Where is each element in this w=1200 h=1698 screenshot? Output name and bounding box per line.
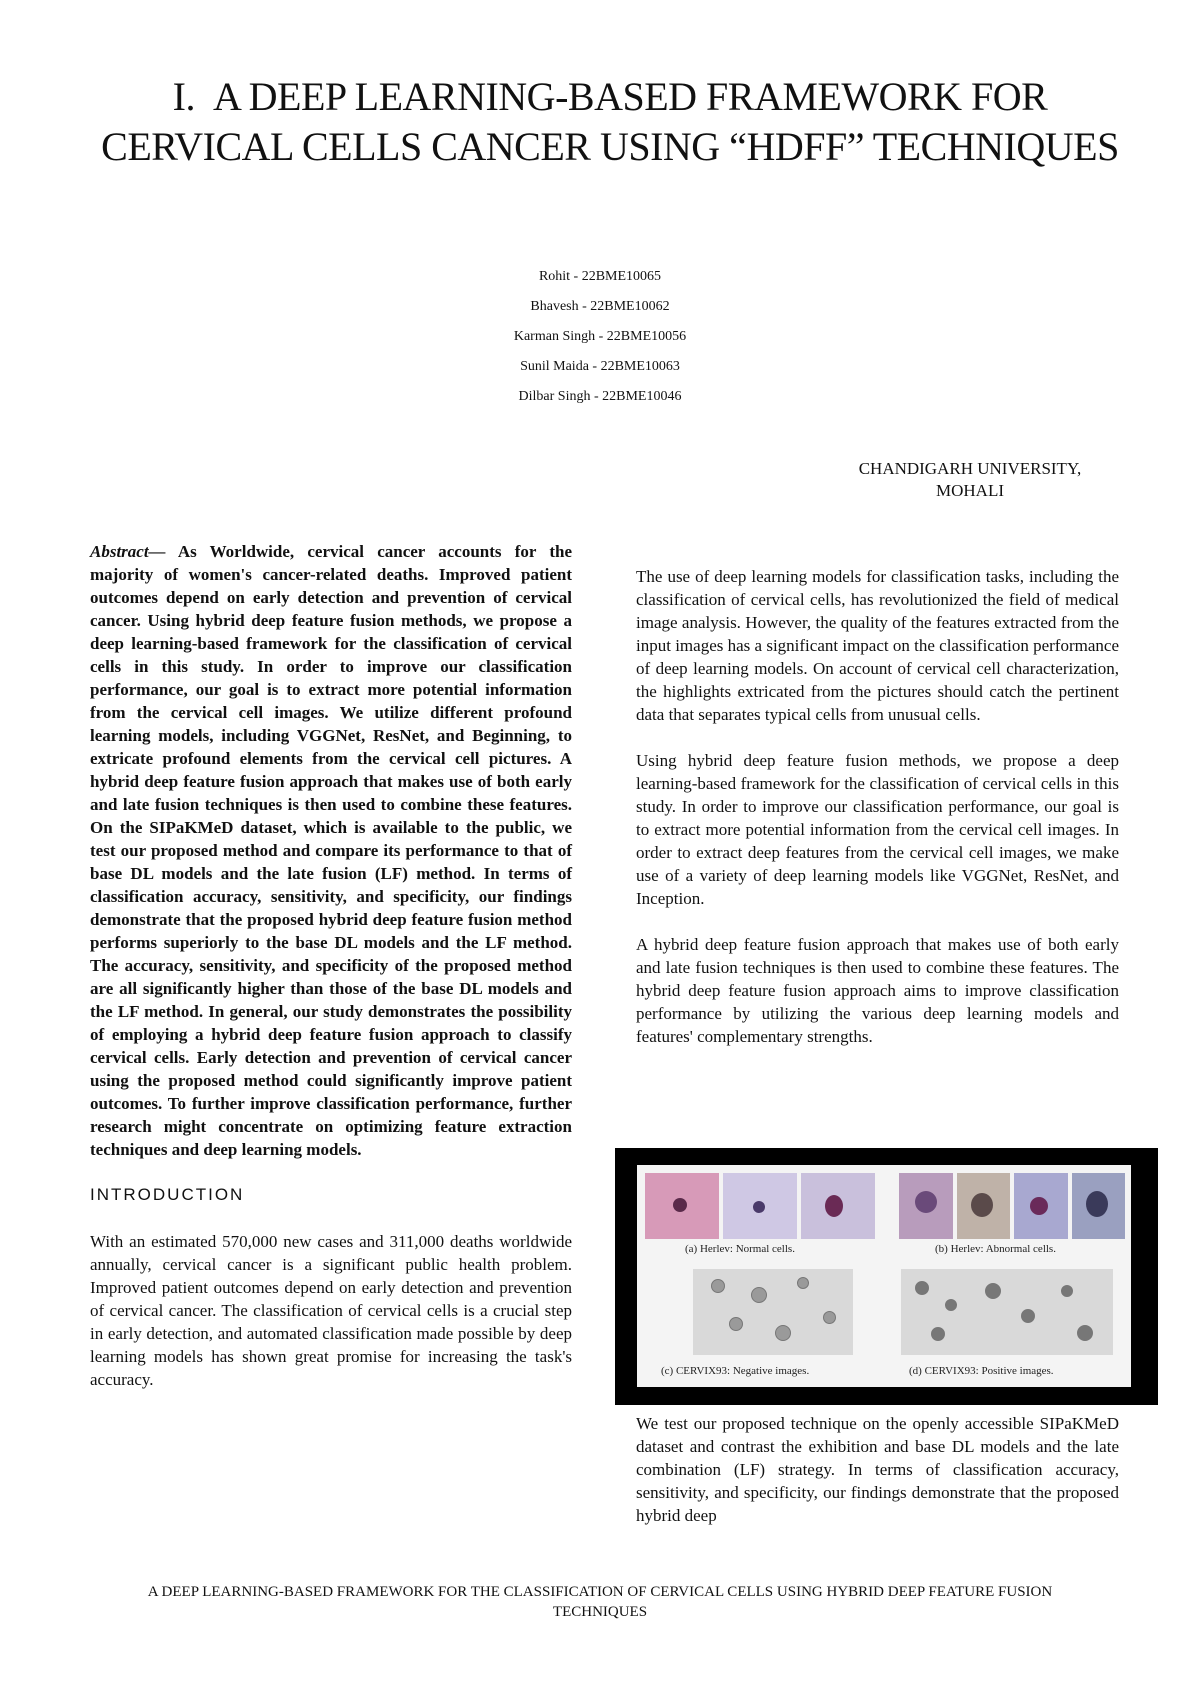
cell-image <box>957 1173 1011 1239</box>
cell-image <box>899 1173 953 1239</box>
cell-image <box>1072 1173 1126 1239</box>
right-column <box>636 565 1119 1071</box>
affiliation <box>820 458 1120 502</box>
figure-panel <box>637 1165 1131 1387</box>
cervical-cells-figure <box>615 1148 1158 1405</box>
affiliation-line-2: MOHALI <box>936 481 1004 500</box>
introduction-text: With an estimated 570,000 new cases and 311,000 deaths worldwide annually, cervical cancer is a significant public health problem. Improved patient outcomes depend on early detection and prevention of cervical cancer. The classification of cervical cells is a crucial step in early detection, and automated classification made possible by deep learning models has shown great promise for increasing the task's accuracy. <box>90 1232 572 1389</box>
affiliation-line-1: CHANDIGARH UNIVERSITY, <box>858 459 1082 478</box>
normal-cells-image <box>645 1173 875 1239</box>
negative-images <box>693 1269 853 1355</box>
title-number: I. <box>172 74 195 119</box>
cell-image <box>723 1173 797 1239</box>
caption-d: (d) CERVIX93: Positive images. <box>909 1365 1054 1377</box>
right-paragraph-1: The use of deep learning models for classification tasks, including the classification of cervical cells, has revolutionized the field of medical image analysis. However, the quality of the features extracted from the input images has a significant impact on the classification performance of deep learning models. On account of cervical cell characterization, the highlights extricated from the pictures should catch the pertinent data that separates typical cells from unusual cells. <box>636 567 1119 724</box>
abstract-text: As Worldwide, cervical cancer accounts for the majority of women's cancer-related deaths. Improved patient outcomes depend on early detection and prevention of cervical cancer. Using hybrid deep feature fusion methods, we propose a deep learning-based framework for the classification of cervical cells in this study. In order to improve our classification performance, our goal is to extract more potential information from the cervical cell images. We utilize different profound learning models, including VGGNet, ResNet, and Beginning, to extricate profound elements from the cervical cell pictures. A hybrid deep feature fusion approach that makes use of both early and late fusion techniques is then used to combine these features. On the SIPaKMeD dataset, which is available to the public, we test our proposed method and compare its performance to that of base DL models and the late fusion (LF) method. In terms of classification accuracy, sensitivity, and specificity, our findings demonstrate that the proposed hybrid deep feature fusion method performs superiorly to the base DL models and the LF method. The accuracy, sensitivity, and specificity of the proposed method are all significantly higher than those of the base DL models and the LF method. In general, our study demonstrates the possibility of employing a hybrid deep feature fusion approach to classify cervical cells. Early detection and prevention of cervical cancer using the proposed method could significantly improve patient outcomes. To further improve classification performance, further research might concentrate on optimizing feature extraction techniques and deep learning models. <box>90 542 572 1159</box>
introduction-heading: INTRODUCTION <box>90 1185 245 1204</box>
right-paragraph-4: We test our proposed technique on the openly accessible SIPaKMeD dataset and contrast the exhibition and base DL models and the late combination (LF) strategy. In terms of classification accuracy, sensitivity, and specificity, our findings demonstrate that the proposed hybrid deep <box>636 1414 1119 1525</box>
right-paragraph-3: A hybrid deep feature fusion approach that makes use of both early and late fusion techniques is then used to combine these features. The hybrid deep feature fusion approach aims to improve classification performance by utilizing the various deep learning models and features' complementary strengths. <box>636 935 1119 1046</box>
cell-image <box>801 1173 875 1239</box>
positive-images <box>901 1269 1113 1355</box>
title-text: A DEEP LEARNING-BASED FRAMEWORK FOR CERVICAL CELLS CANCER USING “HDFF” TECHNIQUES <box>101 74 1119 169</box>
author-name: Rohit - 22BME10065 <box>538 269 662 284</box>
right-paragraph-2: Using hybrid deep feature fusion methods, we propose a deep learning-based framework for the classification of cervical cells in this study. In order to improve our classification performance, our goal is to extract more potential information from the cervical cell images. In order to extract deep features from the cervical cell images, we make use of a variety of deep learning models like VGGNet, ResNet, and Inception. <box>636 751 1119 908</box>
page-footer: A DEEP LEARNING-BASED FRAMEWORK FOR THE CLASSIFICATION OF CERVICAL CELLS USING HYBRID DEEP FEATURE FUSION TECHNIQUES <box>147 1584 1053 1620</box>
caption-b: (b) Herlev: Abnormal cells. <box>935 1243 1056 1255</box>
cell-image <box>645 1173 719 1239</box>
author-name: Karman Singh - 22BME10056 <box>513 329 687 344</box>
author-name: Sunil Maida - 22BME10063 <box>520 359 680 374</box>
paper-title <box>100 72 1120 172</box>
abnormal-cells-image <box>899 1173 1125 1239</box>
author-name: Dilbar Singh - 22BME10046 <box>518 389 682 404</box>
left-column <box>90 540 572 1391</box>
author-name: Bhavesh - 22BME10062 <box>530 299 670 314</box>
cell-image <box>1014 1173 1068 1239</box>
author-list <box>400 268 800 418</box>
caption-a: (a) Herlev: Normal cells. <box>685 1243 795 1255</box>
abstract-lead: Abstract— <box>90 542 166 561</box>
abstract <box>90 540 572 1161</box>
caption-c: (c) CERVIX93: Negative images. <box>661 1365 810 1377</box>
